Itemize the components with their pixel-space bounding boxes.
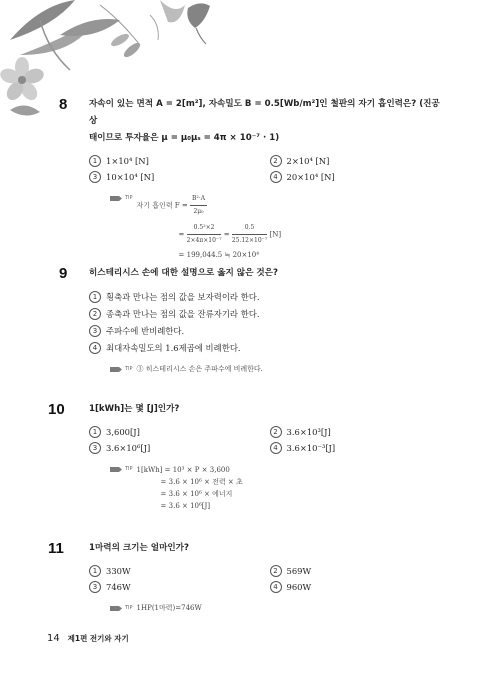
tip-label: TIP [125,605,133,611]
option-text: 3,600[J] [106,427,140,437]
option-3[interactable] [89,581,270,593]
option-2[interactable] [270,565,451,577]
tip-arrow-icon [110,367,122,372]
tip-line: 1[kWh] = 10³ × P × 3,600 [136,466,230,474]
option-1[interactable] [89,155,270,167]
option-mark: 3 [89,171,101,183]
option-2[interactable] [270,155,451,167]
option-mark: 4 [89,342,101,354]
answer-options [89,153,450,185]
option-text: 10×10⁴ [N] [106,172,155,182]
tip-text: 자기 흡인력 F = [136,201,188,210]
question-stem [89,96,450,147]
fraction: $\frac{\text{B²·A}}{\text{2μ₀}}$ [192,195,206,215]
question-stem: 1[kWh]는 몇 [J]인가? [89,404,180,414]
question-stem: 1마력의 크기는 얼마인가? [89,543,189,553]
page-number: 14 [47,633,60,644]
tip-label: TIP [125,366,133,372]
option-3[interactable] [89,322,450,339]
tip-box [110,193,450,261]
tip-label: TIP [125,466,133,472]
option-text: 3.6×10⁶[J] [106,443,151,453]
tip-unit: [N] [269,230,282,239]
option-text: 횡축과 만나는 점의 값을 보자력이라 한다. [106,291,260,302]
tip-text: ③ 히스테리시스 손은 주파수에 비례한다. [136,365,263,373]
option-4[interactable] [89,339,450,356]
option-text: 2×10⁴ [N] [286,156,330,166]
option-text: 주파수에 반비례한다. [106,325,185,336]
question-number: 11 [48,540,64,557]
option-text: 최대자속밀도의 1.6제곱에 비례한다. [106,342,241,353]
option-text: 746W [106,582,131,592]
tip-equations: 자기 흡인력 F = $\frac{\text{B²·A}}{\text{2μ₀}}$ = $\frac{\text{0.5²×2}}{\text{2×4π×10⁻⁷}}$ = $\frac{0.5}{\text{25.12×10⁻⁷}}$ [N] = 199,044.5 ≒ 20×10⁴ [136,195,282,259]
question-number: 9 [59,265,68,282]
option-mark: 2 [270,155,282,167]
option-mark: 4 [270,442,282,454]
tip-line: = 3.6 × 10⁶[J] [160,502,211,510]
page-footer [47,633,129,644]
question-number: 10 [48,401,65,418]
option-2[interactable] [89,305,450,322]
question-10 [48,401,450,512]
tip-text: 1HP(1마력)=746W [136,604,202,612]
tip-equations [137,464,243,512]
question-8 [59,96,450,261]
option-mark: 1 [89,426,101,438]
option-mark: 4 [270,171,282,183]
option-mark: 3 [89,581,101,593]
option-mark: 2 [270,426,282,438]
tip-box [110,603,450,613]
question-9 [59,265,450,374]
option-mark: 1 [89,565,101,577]
option-4[interactable] [270,442,451,454]
option-2[interactable] [270,426,451,438]
option-1[interactable] [89,426,270,438]
option-text: 20×10⁴ [N] [286,172,335,182]
tip-arrow-icon [110,196,122,201]
answer-options [89,563,450,595]
question-11 [48,540,450,613]
tip-line: = 3.6 × 10⁶ × 전력 × 초 [160,478,243,486]
option-mark: 1 [89,155,101,167]
option-3[interactable] [89,171,270,183]
tip-label: TIP [125,195,133,201]
option-text: 3.6×10³[J] [286,427,331,437]
option-text: 960W [286,582,312,592]
option-mark: 2 [89,308,101,320]
section-title: 제1편 전기와 자기 [67,634,129,643]
stem-line: 자속이 있는 면적 A = 2[m²], 자속밀도 B = 0.5[Wb/m²]인 철판의 자기 흡인력은? (진공 상 [89,99,440,126]
tip-box [110,464,450,512]
option-text: 330W [106,566,131,576]
tip-box [110,364,450,374]
answer-options [89,288,450,356]
option-3[interactable] [89,442,270,454]
option-mark: 1 [89,291,101,303]
question-number: 8 [59,96,68,113]
option-1[interactable] [89,288,450,305]
option-mark: 3 [89,442,101,454]
option-mark: 2 [270,565,282,577]
tip-line: = 3.6 × 10⁶ × 에너지 [160,490,233,498]
stem-line: 태이므로 투자율은 μ = μ₀μₛ = 4π × 10⁻⁷ · 1) [89,133,280,143]
option-1[interactable] [89,565,270,577]
tip-arrow-icon [110,467,122,472]
option-mark: 4 [270,581,282,593]
tip-arrow-icon [110,606,122,611]
answer-options [89,424,450,456]
option-4[interactable] [270,171,451,183]
fraction: $\frac{0.5}{\text{25.12×10⁻⁷}}$ [231,224,268,244]
option-4[interactable] [270,581,451,593]
tip-result: = 199,044.5 ≒ 20×10⁴ [178,251,260,259]
fraction: $\frac{\text{0.5²×2}}{\text{2×4π×10⁻⁷}}$ [186,224,222,244]
question-stem: 히스테리시스 손에 대한 설명으로 옳지 않은 것은? [89,268,278,278]
option-mark: 3 [89,325,101,337]
option-text: 3.6×10⁻³[J] [286,443,336,453]
option-text: 569W [286,566,312,576]
option-text: 종축과 만나는 점의 값을 잔류자기라 한다. [106,308,260,319]
option-text: 1×10⁴ [N] [106,156,149,166]
